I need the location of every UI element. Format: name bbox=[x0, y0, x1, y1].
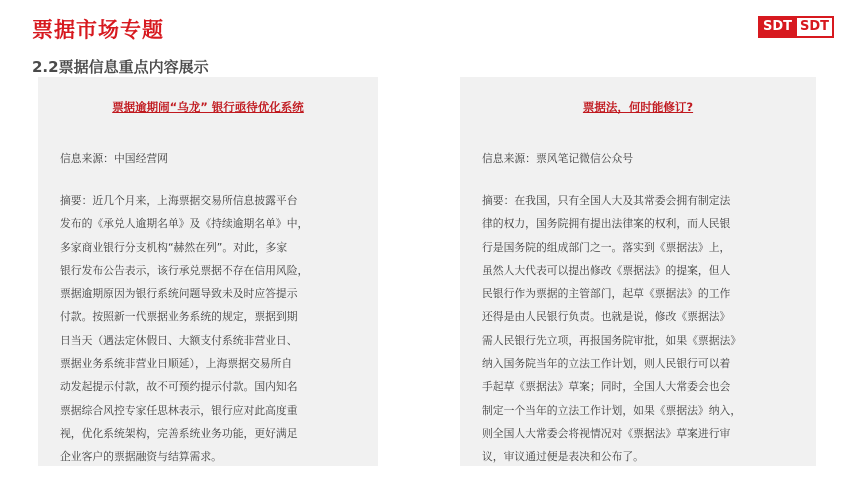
article-source: 信息来源：票风笔记微信公众号 bbox=[482, 152, 634, 165]
summary-line: 动发起提示付款，故不可预约提示付款。国内知名 bbox=[60, 380, 298, 394]
page-title: 票据市场专题 bbox=[32, 18, 164, 42]
article-card-law bbox=[460, 77, 816, 466]
summary-line: 行是国务院的组成部门之一。落实到《票据法》上， bbox=[482, 240, 731, 254]
article-source: 信息来源：中国经营网 bbox=[60, 152, 168, 165]
summary-line: 企业客户的票据融资与结算需求。 bbox=[60, 450, 222, 464]
summary-line: 还得是由人民银行负责。也就是说，修改《票据法》 bbox=[482, 310, 731, 324]
article-heading[interactable]: 票据法，何时能修订? bbox=[582, 100, 694, 114]
summary-line: 虽然人大代表可以提出修改《票据法》的提案，但人 bbox=[482, 263, 731, 277]
article-summary bbox=[60, 189, 356, 469]
summary-line: 摘要：近几个月来，上海票据交易所信息披露平台 bbox=[60, 194, 298, 207]
summary-line: 日当天（遇法定休假日、大额支付系统非营业日、 bbox=[60, 333, 298, 347]
summary-line: 票据业务系统非营业日顺延），上海票据交易所自 bbox=[60, 357, 293, 371]
logo-text-secondary: SDT bbox=[797, 16, 834, 38]
logo-text-primary: SDT bbox=[758, 16, 797, 38]
article-card-overdue bbox=[38, 77, 378, 466]
summary-line: 制定一个当年的立法工作计划，如果《票据法》纳入， bbox=[482, 403, 742, 417]
summary-line: 纳入国务院当年的立法工作计划，则人民银行可以着 bbox=[482, 357, 731, 371]
sdt-logo bbox=[758, 16, 834, 38]
summary-line: 律的权力，国务院拥有提出法律案的权利，而人民银 bbox=[482, 217, 731, 231]
summary-line: 民银行作为票据的主管部门，起草《票据法》的工作 bbox=[482, 287, 731, 301]
summary-line: 银行发布公告表示，该行承兑票据不存在信用风险， bbox=[60, 263, 309, 277]
section-title: 2.2票据信息重点内容展示 bbox=[32, 58, 209, 76]
summary-line: 视，优化系统架构，完善系统业务功能，更好满足 bbox=[60, 426, 298, 440]
article-summary bbox=[482, 189, 794, 469]
summary-line: 议，审议通过便是表决和公布了。 bbox=[482, 450, 644, 464]
summary-line: 摘要：在我国，只有全国人大及其常委会拥有制定法 bbox=[482, 194, 731, 207]
summary-line: 票据综合风控专家任思林表示，银行应对此高度重 bbox=[60, 403, 298, 417]
summary-line: 手起草《票据法》草案；同时，全国人大常委会也会 bbox=[482, 380, 731, 394]
summary-line: 多家商业银行分支机构“赫然在列”。对此，多家 bbox=[60, 240, 288, 254]
summary-line: 付款。按照新一代票据业务系统的规定，票据到期 bbox=[60, 310, 298, 324]
summary-line: 票据逾期原因为银行系统问题导致未及时应答提示 bbox=[60, 287, 298, 301]
summary-line: 需人民银行先立项，再报国务院审批，如果《票据法》 bbox=[482, 333, 742, 347]
article-heading[interactable]: 票据逾期闹“乌龙” 银行亟待优化系统 bbox=[112, 100, 304, 114]
summary-line: 则全国人大常委会将视情况对《票据法》草案进行审 bbox=[482, 426, 731, 440]
summary-line: 发布的《承兑人逾期名单》及《持续逾期名单》中， bbox=[60, 217, 309, 231]
